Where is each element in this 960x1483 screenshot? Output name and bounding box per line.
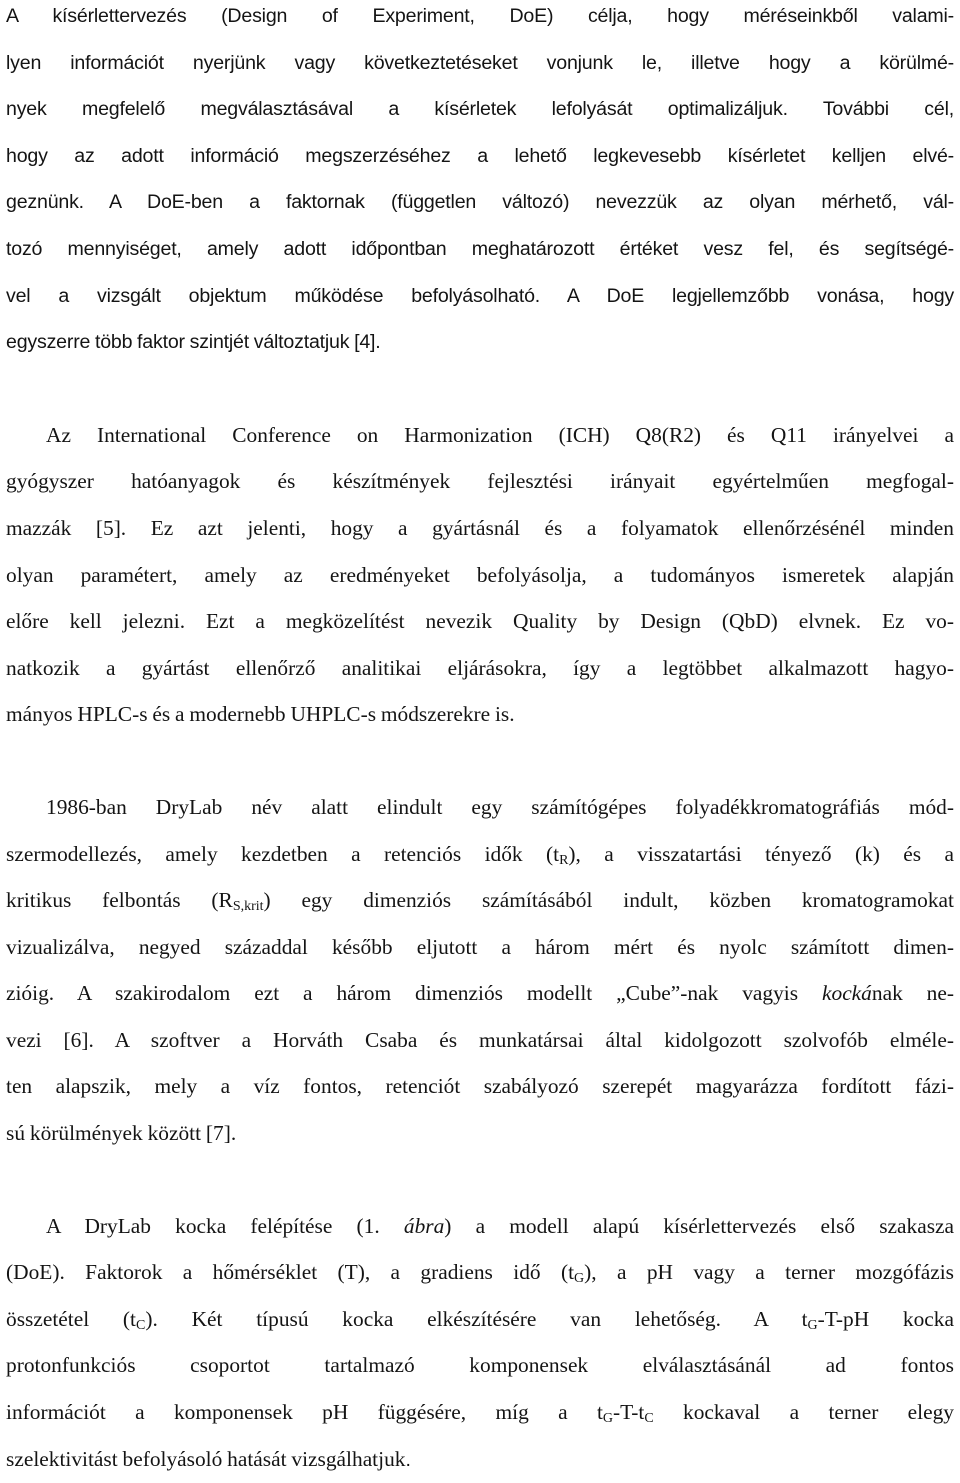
text-line: hogy az adott információ megszerzéséhez a lehető legkevesebb kísérletet kelljen elvé- [6,144,954,167]
text-line: lyen információt nyerjünk vagy következtetéseket vonjunk le, illetve hogy a körülmé- [6,51,954,74]
text-line: 1986-ban DryLab név alatt elindult egy számítógépes folyadékkromatográfiás mód- [46,794,954,819]
text-line: geznünk. A DoE-ben a faktornak (független változó) nevezzük az olyan mérhető, vál- [6,191,954,214]
subscript: C [136,1317,146,1333]
text-run: kritikus felbontás (R [6,888,233,913]
text-run: információt a komponensek pH függésére, míg a t [6,1400,603,1425]
paragraph-drylab-cube [6,1203,954,1483]
text-line [6,970,954,1017]
paragraph-drylab-history [6,784,954,1157]
text-run: ) a modell alapú kísérlettervezés első szakasza [444,1213,955,1238]
text-line [6,1296,954,1343]
text-line: Az International Conference on Harmonization (ICH) Q8(R2) és Q11 irányelvei a [46,422,954,447]
italic-run: kocká [822,981,872,1006]
text-line [6,831,954,878]
text-run: . [405,1448,411,1471]
subscript: G [602,1411,614,1427]
text-line: gyógyszer hatóanyagok és készítmények fejlesztési irányait egyértelműen megfogal- [6,469,954,494]
text-line: vizualizálva, negyed századdal később eljutott a három mért és nyolc számított dimen- [6,934,954,959]
subscript: S,krit [232,899,264,915]
figure-reference: ábra [403,1213,445,1238]
text-line: protonfunkciós csoportot tartalmazó komponensek elválasztásánál ad fontos [6,1353,954,1378]
paragraph-doe-intro [6,0,954,366]
text-run: ) egy dimenziós számításából indult, közben kromatogramokat [263,888,954,913]
text-line: egyszerre több faktor szintjét változtatjuk [4]. [6,331,381,354]
text-run: kockaval a terner elegy [653,1400,954,1425]
text-line: tozó mennyiséget, amely adott időpontban meghatározott értéket vesz fel, és segítségé- [6,237,954,260]
paragraph-ich-guidelines [6,412,954,738]
text-line [6,1249,954,1296]
subscript: R [559,852,569,868]
text-run: A DryLab kocka felépítése (1. [46,1213,404,1238]
text-run: zióig. A szakirodalom ezt a három dimenziós modellt „Cube”-nak vagyis [6,981,822,1006]
text-line: nyek megfelelő megválasztásával a kísérletek lefolyását optimalizáljuk. További cél, [6,98,954,121]
text-line: A kísérlettervezés (Design of Experiment, DoE) célja, hogy méréseinkből valami- [6,5,954,27]
subscript: G [574,1271,585,1287]
text-line: mazzák [5]. Ez azt jelenti, hogy a gyártásnál és a folyamatok ellenőrzésénél minden [6,515,954,540]
text-line: vel a vizsgált objektum működése befolyásolható. A DoE legjellemzőbb vonása, hogy [6,284,954,307]
subscript: C [644,1411,654,1427]
text-line: sú körülmények között [7]. [6,1121,237,1146]
text-line: ten alapszik, mely a víz fontos, retenciót szabályozó szerepét magyarázza fordított fázi- [6,1074,954,1099]
text-run: ), a visszatartási tényező (k) és a [568,841,954,866]
text-line [6,1389,954,1436]
text-run: szermodellezés, amely kezdetben a retenciós idők (t [6,841,560,866]
text-line: előre kell jelezni. Ezt a megközelítést nevezik Quality by Design (QbD) elvnek. Ez vo- [6,609,954,634]
text-line [6,1436,954,1483]
text-run: -T-pH kocka [817,1306,954,1331]
text-line: natkozik a gyártást ellenőrző analitikai eljárásokra, így a legtöbbet alkalmazott hagyo- [6,655,954,680]
text-run: (DoE). Faktorok a hőmérséklet (T), a gradiens idő (t [6,1260,575,1285]
text-run: összetétel (t [6,1306,136,1331]
text-line: vezi [6]. A szoftver a Horváth Csaba és munkatársai által kidolgozott szolvofób elméle- [6,1027,954,1052]
text-line [6,1203,954,1250]
text-run: nak ne- [871,981,954,1006]
text-run: szelektivitást befolyásoló hatását vizsgálhatjuk [6,1446,406,1471]
text-line: olyan paramétert, amely az eredményeket befolyásolja, a tudományos ismeretek alapján [6,562,954,587]
subscript: G [807,1317,818,1333]
text-line [6,877,954,924]
text-run: ), a pH vagy a terner mozgófázis [584,1260,954,1285]
text-run: ). Két típusú kocka elkészítésére van lehetőség. A t [145,1306,808,1331]
text-line: mányos HPLC-s és a modernebb UHPLC-s módszerekre is. [6,702,515,727]
text-run: -T-t [613,1400,645,1425]
